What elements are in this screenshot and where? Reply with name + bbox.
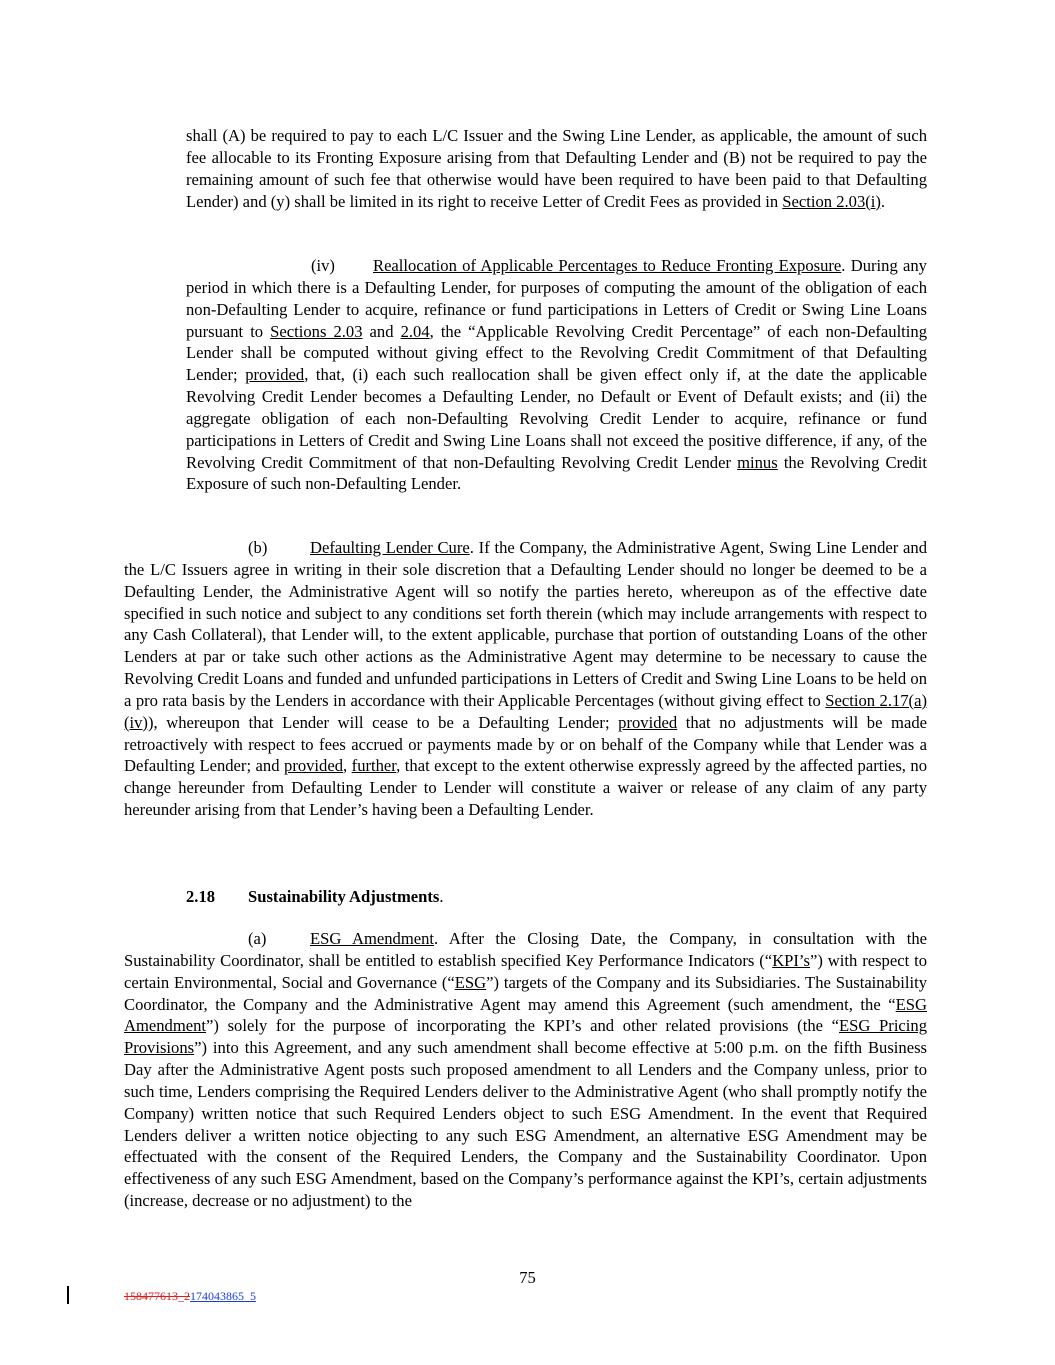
paragraph-text: ”) into this Agreement, and any such amendment shall become effective at 5:00 p.m. on the fifth Business Day after the Administrative Agent posts such proposed amendment to all Lenders and the Company unless, prior to such time, Lenders comprising the Required Lenders deliver to the Administrative Agent (who shall promptly notify the Company) written notice that such Required Lenders object to such ESG Amendment. In the event that Required Lenders deliver a written notice objecting to any such ESG Amendment, an alternative ESG Amendment may be effectuated with the consent of the Required Lenders, the Company and the Sustainability Coordinator. Upon effectiveness of any such ESG Amendment, based on the Company’s performance against the KPI’s, certain adjustments (increase, decrease or no adjustment) to the [124,1038,927,1211]
clause-heading: Reallocation of Applicable Percentages to Reduce Fronting Exposure [373,256,842,275]
defined-term: ESG Amendment [124,994,927,1036]
docid-deleted: 158477613_2 [124,1289,190,1303]
paragraph-text: that no adjustments will be made retroactively with respect to fees accrued or payments made by or on behalf of the Company while that Lender was a Defaulting Lender; and [124,712,927,776]
paragraph-text: ”) solely for the purpose of incorporating the KPI’s and other related provisions (the “ [206,1016,840,1036]
section-reference: 2.04 [400,321,430,341]
defined-term: further [351,756,397,776]
paragraph-continuation [186,125,927,212]
paragraph-a [124,928,927,1212]
clause-marker: (iv) [311,256,335,275]
defined-term: ESG Pricing Provisions [124,1016,927,1058]
defined-term: KPI’s [772,950,810,970]
clause-heading: ESG Amendment [310,929,435,948]
section-reference: Section 2.03(i) [782,191,881,211]
paragraph-text: . After the Closing Date, the Company, in consultation with the Sustainability Coordinator, shall be entitled to establish specified Key Performance Indicators (“ [124,929,927,970]
defined-term: provided [284,756,344,776]
docid-inserted: 174043865_5 [190,1289,256,1303]
defined-term: provided [618,712,678,732]
defined-term: minus [737,452,778,472]
document-id [124,1289,256,1304]
paragraph-text: shall (A) be required to pay to each L/C Issuer and the Swing Line Lender, as applicable, the amount of such fee allocable to its Fronting Exposure arising from that Defaulting Lender and (B) not be required to pay the remaining amount of such fee that otherwise would have been required to have been paid to that Defaulting Lender) and (y) shall be limited in its right to receive Letter of Credit Fees as provided in [186,126,927,211]
paragraph-iv [186,255,927,495]
paragraph-text: the Revolving Credit Exposure of such non-Defaulting Lender. [186,452,927,494]
section-heading [186,886,686,908]
clause-marker: (a) [248,929,267,948]
paragraph-text: , that, (i) each such reallocation shall be given effect only if, at the date the applicable Revolving Credit Lender becomes a Defaulting Lender, no Default or Event of Default exists; and (ii) the aggregate obligation of each non-Defaulting Revolving Credit Lender to acquire, refinance or fund participations in Letters of Credit and Swing Line Loans shall not exceed the positive difference, if any, of the Revolving Credit Commitment of that non-Defaulting Revolving Credit Lender [186,365,927,472]
section-title: Sustainability Adjustments [248,887,440,906]
change-bar [67,1286,69,1304]
paragraph-text: and [362,321,401,341]
paragraph-b [124,537,927,821]
paragraph-text: . If the Company, the Administrative Agent, Swing Line Lender and the L/C Issuers agree in writing in their sole discretion that a Defaulting Lender should no longer be deemed to be a Defaulting Lender, the Administrative Agent will so notify the parties hereto, whereupon as of the effective date specified in such notice and subject to any conditions set forth therein (which may include arrangements with respect to any Cash Collateral), that Lender will, to the extent applicable, purchase that portion of outstanding Loans of the other Lenders at par or take such other actions as the Administrative Agent may determine to be necessary to cause the Revolving Credit Loans and funded and unfunded participations in Letters of Credit and Swing Line Loans to be held on a pro rata basis by the Lenders in accordance with their Applicable Percentages (without giving effect to [124,538,927,710]
clause-heading: Defaulting Lender Cure [310,538,470,557]
clause-marker: (b) [248,538,268,557]
punctuation: . [880,191,886,211]
section-reference: Sections 2.03 [270,321,363,341]
paragraph-text: . During any period in which there is a Defaulting Lender, for purposes of computing the amount of the obligation of each non-Defaulting Lender to acquire, refinance or fund participations in Letters of Credit or Swing Line Loans pursuant to [186,256,927,341]
paragraph-text: , [343,756,352,776]
page-number: 75 [519,1268,536,1287]
paragraph-text: ”) with respect to certain Environmental, Social and Governance (“ [124,950,927,992]
section-reference: Section 2.17(a)(iv) [124,690,927,732]
paragraph-text: ), whereupon that Lender will cease to be a Defaulting Lender; [147,712,619,732]
section-number: 2.18 [186,887,216,906]
defined-term: ESG [454,972,487,992]
defined-term: provided [245,365,305,385]
paragraph-text: , the “Applicable Revolving Credit Percentage” of each non-Defaulting Lender shall be computed without giving effect to the Revolving Credit Commitment of that Defaulting Lender; [186,321,927,385]
paragraph-text: ”) targets of the Company and its Subsidiaries. The Sustainability Coordinator, the Company and the Administrative Agent may amend this Agreement (such amendment, the “ [124,972,927,1014]
paragraph-text: , that except to the extent otherwise expressly agreed by the affected parties, no change hereunder from Defaulting Lender to Lender will constitute a waiver or release of any claim of any party hereunder arising from that Lender’s having been a Defaulting Lender. [124,756,928,820]
punctuation: . [439,887,444,906]
